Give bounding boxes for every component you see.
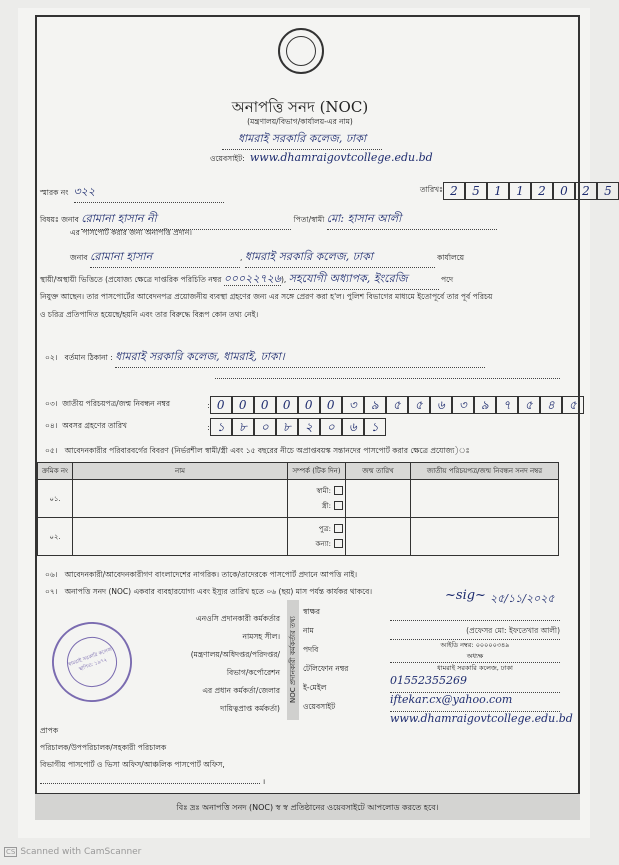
recipient-label: প্রাপক bbox=[40, 726, 59, 735]
form-subtitle: (মন্ত্রণালয়/বিভাগ/কার্যালয়-এর নাম) bbox=[247, 117, 353, 126]
post-suffix: পদে bbox=[441, 275, 454, 284]
body-prefix: জনাব bbox=[70, 253, 88, 262]
digit-box: ০ bbox=[320, 418, 342, 436]
retirement-row: ০৪। অবসর গ্রহণের তারিখ : ১ ৮ ০ ৮ ২ ০ ৬ ১ bbox=[45, 418, 386, 436]
signature-date: ২৫/১১/২০২৫ bbox=[490, 592, 555, 605]
label-designation: পদবি bbox=[303, 645, 319, 654]
citizen-text: আবেদনকারী/আবেদনকারীগণ বাংলাদেশের নাগরিক। তাকে/তাদেরকে পাসপোর্ট প্রদানে আপত্তি নাই। bbox=[64, 570, 358, 579]
subject-label: বিষয়ঃ bbox=[40, 215, 59, 224]
officer-name: (প্রফেসর মো: ইফতেখার আলী) bbox=[390, 621, 560, 640]
body-paragraph-1: নিযুক্ত আছেন। তার পাসপোর্টের আবেদনপত্র প্রয়োজনীয় ব্যবস্থা গ্রহণের জন্য এর সঙ্গে প্রেরণ করা হ'ল। পুলিশ বিভাগের মাধ্যমে ইতোপূর্বে তার পূর্ব পরিচয় bbox=[40, 292, 493, 301]
checkbox-spouse[interactable] bbox=[334, 501, 343, 510]
officer-email: iftekar.cx@yahoo.com bbox=[390, 693, 560, 712]
officer-website: www.dhamraigovtcollege.edu.bd bbox=[390, 712, 573, 725]
body-name: রোমানা হাসান bbox=[90, 248, 240, 268]
row-serial: ০১. bbox=[38, 480, 73, 518]
signature: ~sig~ bbox=[445, 588, 486, 603]
subject-name: রোমানা হাসান নী bbox=[81, 210, 291, 230]
relation-cell bbox=[288, 518, 346, 556]
relation-cell bbox=[288, 480, 346, 518]
address-label: বর্তমান ঠিকানা bbox=[64, 353, 108, 362]
officer-id: আইডি নম্বর: ০০০০০৩৪৯ bbox=[440, 641, 510, 649]
row-name[interactable] bbox=[73, 480, 288, 518]
retire-date-boxes bbox=[210, 418, 386, 436]
body-line-2: স্থায়ী/অস্থায়ী ভিত্তিতে (প্রযোজ্য ক্ষেত্রে দাপ্তরিক পরিচিতি নম্বর ০০০২২৭২৬), সহযোগী অধ্যাপক, ইংরেজি পদে bbox=[40, 270, 570, 290]
digit-box: ১ bbox=[364, 418, 386, 436]
retire-label: অবসর গ্রহণের তারিখ bbox=[62, 421, 127, 430]
desc-line: (মন্ত্রণালয়/অধিদপ্তর/পরিদপ্তর/ bbox=[190, 650, 280, 659]
address-line-2 bbox=[215, 378, 560, 379]
desc-line: এনওসি প্রদানকারী কর্মকর্তার bbox=[195, 614, 280, 623]
label-email: ই-মেইল bbox=[303, 683, 327, 692]
label-signature: স্বাক্ষর bbox=[303, 607, 320, 616]
digit-box: ৫ bbox=[386, 396, 408, 414]
digit-box: 0 bbox=[320, 396, 342, 414]
digit-box: ৮ bbox=[232, 418, 254, 436]
stamp-text: ধামরাই সরকারি কলেজ স্থাপিত: ১৯৭২ bbox=[67, 646, 113, 673]
subject-line bbox=[40, 210, 560, 230]
website-value: www.dhamraigovtcollege.edu.bd bbox=[249, 151, 433, 164]
digit-box: ৭ bbox=[496, 396, 518, 414]
validity-text: অনাপত্তি সনদ (NOC) একবার ব্যবহারযোগ্য এবং ইস্যুর তারিখ হতে ০৬ (ছয়) মাস পর্যন্ত কার্যকর থাকবে। bbox=[64, 587, 373, 596]
officer-info-vertical-label: NOC প্রদানকারী কর্মকর্তার তথ্য bbox=[287, 600, 299, 720]
government-seal-icon bbox=[278, 28, 324, 74]
memo-value: ৩২২ bbox=[74, 183, 224, 203]
camscanner-watermark bbox=[4, 847, 141, 857]
desc-line: নামসহ সীল। bbox=[242, 632, 280, 641]
digit-box: 5 bbox=[597, 182, 619, 200]
digit-box: ৫ bbox=[518, 396, 540, 414]
recipient-block bbox=[40, 722, 265, 790]
item-number: ০৬। bbox=[45, 570, 58, 579]
date-label: তারিখঃ bbox=[420, 185, 443, 194]
website-line bbox=[210, 146, 433, 166]
officer-institution: ধামরাই সরকারি কলেজ, ঢাকা bbox=[437, 664, 513, 672]
footer-note: বিঃ দ্রঃ অনাপত্তি সনদ (NOC) স্ব স্ব প্রতিষ্ঠানের ওয়েবসাইটে আপলোড করতে হবে। bbox=[35, 793, 580, 820]
digit-box: ১ bbox=[210, 418, 232, 436]
relation-label: স্বামী: bbox=[316, 486, 331, 495]
signature-field bbox=[390, 588, 560, 621]
digit-box: ৩ bbox=[452, 396, 474, 414]
col-relation: সম্পর্ক (টিক দিন) bbox=[288, 463, 346, 480]
table-row bbox=[38, 518, 559, 556]
body-office: ধামরাই সরকারি কলেজ, ঢাকা bbox=[245, 248, 435, 268]
digit-box: 0 bbox=[210, 396, 232, 414]
digit-box: 1 bbox=[509, 182, 531, 200]
item-number: ০৩। bbox=[45, 399, 58, 408]
relation-label: স্ত্রী: bbox=[321, 501, 331, 510]
digit-box: 1 bbox=[487, 182, 509, 200]
watermark-text: Scanned with CamScanner bbox=[20, 847, 142, 857]
row-birthdate[interactable] bbox=[346, 480, 411, 518]
digit-box: 0 bbox=[232, 396, 254, 414]
id-label: স্থায়ী/অস্থায়ী ভিত্তিতে (প্রযোজ্য ক্ষেত্রে দাপ্তরিক পরিচিতি নম্বর bbox=[40, 275, 222, 284]
validity-row bbox=[45, 587, 372, 599]
nid-row: ০৩। জাতীয় পরিচয়পত্র/জন্ম নিবন্ধন নম্বর : 0 0 0 0 0 0 ৩ ৯ ৫ ৫ ৬ ৩ ৯ ৭ ৫ ৪ ৫ bbox=[45, 396, 584, 414]
col-nid: জাতীয় পরিচয়পত্র/জন্ম নিবন্ধন সনদ নম্বর bbox=[411, 463, 559, 480]
digit-box: 0 bbox=[254, 396, 276, 414]
row-nid[interactable] bbox=[411, 518, 559, 556]
recipient-end: । bbox=[262, 777, 266, 786]
father-label: পিতা/স্বামী bbox=[293, 215, 325, 224]
item-number: ০৪। bbox=[45, 421, 58, 430]
office-suffix: কার্যালয়ে bbox=[437, 253, 465, 262]
table-header bbox=[38, 463, 559, 480]
officer-phone: 01552355269 bbox=[390, 674, 560, 693]
camscanner-logo-icon: CS bbox=[6, 848, 16, 856]
recipient-line-1: পরিচালক/উপপরিচালক/সহকারী পরিচালক bbox=[40, 743, 167, 752]
label-phone: টেলিফোন নম্বর bbox=[303, 664, 349, 673]
digit-box: 0 bbox=[276, 396, 298, 414]
item-number: ০৫। bbox=[45, 446, 58, 455]
item-number: ০৭। bbox=[45, 587, 58, 596]
digit-box: ৩ bbox=[342, 396, 364, 414]
desc-line: দায়িত্বপ্রাপ্ত কর্মকর্তা) bbox=[220, 704, 280, 713]
table-row bbox=[38, 480, 559, 518]
row-nid[interactable] bbox=[411, 480, 559, 518]
officer-designation: অধ্যক্ষ bbox=[390, 651, 560, 663]
officer-values bbox=[390, 588, 573, 731]
id-value: ০০০২২৭২৬ bbox=[223, 272, 281, 285]
digit-box: ৪ bbox=[540, 396, 562, 414]
relation-label: কন্যা: bbox=[315, 539, 331, 548]
digit-box: ৫ bbox=[408, 396, 430, 414]
body-line-1: জনাব রোমানা হাসান , ধামরাই সরকারি কলেজ, ঢাকা কার্যালয়ে bbox=[70, 248, 570, 268]
checkbox-child[interactable] bbox=[334, 524, 343, 533]
date-boxes bbox=[443, 182, 619, 200]
desc-line: বিভাগ/কর্পোরেশন bbox=[226, 668, 280, 677]
digit-box: ৬ bbox=[430, 396, 452, 414]
digit-box: 0 bbox=[553, 182, 575, 200]
relation-label: পুত্র: bbox=[318, 524, 331, 533]
digit-box: 0 bbox=[298, 396, 320, 414]
col-name: নাম bbox=[73, 463, 288, 480]
row-birthdate[interactable] bbox=[346, 518, 411, 556]
checkbox-spouse[interactable] bbox=[334, 486, 343, 495]
label-name: নাম bbox=[303, 626, 314, 635]
memo-label: স্মারক নং bbox=[40, 188, 69, 197]
subject-purpose: এর পাসপোর্ট করার জন্য অনাপত্তি প্রদান। bbox=[70, 228, 192, 237]
officer-description bbox=[150, 610, 280, 718]
nid-label: জাতীয় পরিচয়পত্র/জন্ম নিবন্ধন নম্বর bbox=[62, 399, 171, 408]
post-value: সহযোগী অধ্যাপক, ইংরেজি bbox=[289, 270, 439, 290]
address-row: ০২। বর্তমান ঠিকানা : ধামরাই সরকারি কলেজ, ধামরাই, ঢাকা। bbox=[45, 348, 565, 368]
row-name[interactable] bbox=[73, 518, 288, 556]
memo-number bbox=[40, 180, 240, 203]
subject-prefix: জনাব bbox=[61, 215, 79, 224]
officer-labels bbox=[303, 602, 348, 716]
col-serial: ক্রমিক নং bbox=[38, 463, 73, 480]
digit-box: 5 bbox=[465, 182, 487, 200]
father-name: মো: হাসান আলী bbox=[327, 210, 497, 230]
digit-box: ৬ bbox=[342, 418, 364, 436]
body-paragraph-2: ও চরিত্র প্রতিপাদিত হয়েছে/হয়নি এবং তার বিরুদ্ধে বিরূপ কোন তথ্য নেই। bbox=[40, 310, 259, 319]
form-title: অনাপত্তি সনদ (NOC) bbox=[231, 98, 369, 116]
digit-box: ৯ bbox=[364, 396, 386, 414]
memo-date bbox=[420, 182, 619, 200]
digit-box: 2 bbox=[575, 182, 597, 200]
address-value: ধামরাই সরকারি কলেজ, ধামরাই, ঢাকা। bbox=[115, 348, 485, 368]
digit-box: ৫ bbox=[562, 396, 584, 414]
office-name: ধামরাই সরকারি কলেজ, ঢাকা bbox=[222, 130, 382, 150]
recipient-blank bbox=[40, 783, 260, 784]
digit-box: ০ bbox=[254, 418, 276, 436]
nid-boxes bbox=[210, 396, 584, 414]
desc-line: এর প্রধান কর্মকর্তা/জেলার bbox=[202, 686, 280, 695]
digit-box: ২ bbox=[298, 418, 320, 436]
family-label: আবেদনকারীর পরিবারবর্গের বিবরণ (নির্ভরশীল স্বামী/স্ত্রী এবং ১৫ বছরের নীচে অপ্রাপ্তবয়স্ক সন্তানদের পাসপোর্ট করার ক্ষেত্রে প্রযোজ্য)ঃ bbox=[64, 446, 470, 455]
recipient-line-2: বিভাগীয় পাসপোর্ট ও ভিসা অফিস/আঞ্চলিক পাসপোর্ট অফিস, bbox=[40, 760, 225, 769]
website-label: ওয়েবসাইট: bbox=[210, 154, 245, 163]
digit-box: ৯ bbox=[474, 396, 496, 414]
row-serial: ০২. bbox=[38, 518, 73, 556]
digit-box: 2 bbox=[531, 182, 553, 200]
checkbox-child[interactable] bbox=[334, 539, 343, 548]
family-row bbox=[45, 446, 575, 458]
digit-box: 2 bbox=[443, 182, 465, 200]
col-birthdate: জন্ম তারিখ bbox=[346, 463, 411, 480]
citizen-row bbox=[45, 570, 357, 582]
item-number: ০২। bbox=[45, 353, 58, 362]
label-website: ওয়েবসাইট bbox=[303, 702, 336, 711]
family-table bbox=[37, 462, 559, 556]
digit-box: ৮ bbox=[276, 418, 298, 436]
